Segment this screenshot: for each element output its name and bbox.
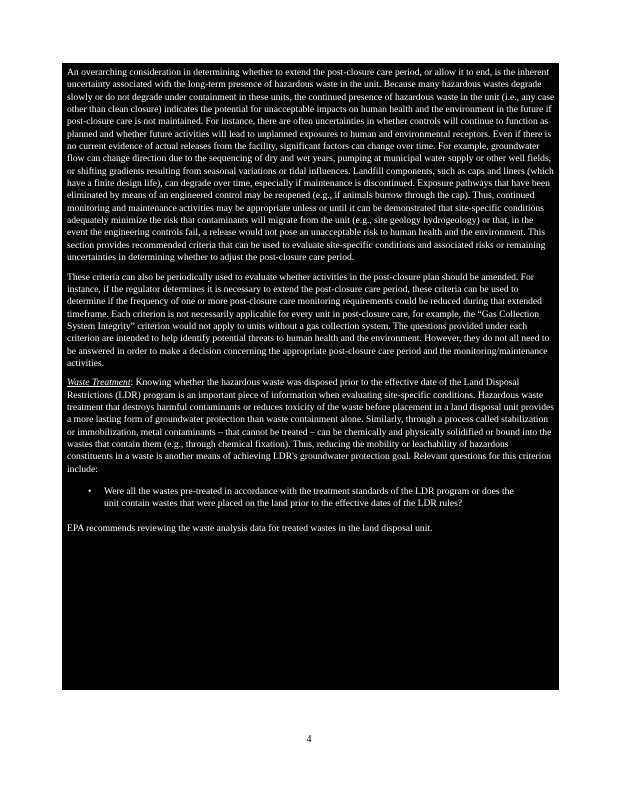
list-item-text: Were all the wastes pre-treated in accordance with the treatment standards of the LDR program or does the unit contain wastes that were placed on the land prior to the effective dates of the LDR rules? (104, 486, 514, 510)
page-number: 4 (306, 734, 312, 745)
bullet-icon: • (88, 486, 92, 497)
paragraph-recommendation: EPA recommends reviewing the waste analysis data for treated wastes in the land disposal unit. (67, 522, 433, 534)
redacted-text-block (62, 63, 559, 690)
waste-treatment-body: : Knowing whether the hazardous waste was disposed prior to the effective date of the Land Disposal Restrictions (LDR) program is an important piece of information when evaluating site-specific conditions. Hazardous waste treatment that destroys harmful contaminants or reduces toxicity of the waste before placement in a land disposal unit provides a more lasting form of groundwater protection than waste containment alone. Similarly, through a process called stabilization or immobilization, metal contaminants – that cannot be treated – can be chemically and physically solidified or bound into the wastes that contain them (e.g., through chemical fixation). Thus, reducing the mobility or leachability of hazardous constituents in a waste is another means of achieving LDR's groundwater protection goal. Relevant questions for this criterion include: (67, 377, 555, 475)
waste-treatment-heading: Waste Treatment (67, 377, 131, 389)
paragraph-post-closure-uncertainty: An overarching consideration in determining whether to extend the post-closure care period, or allow it to end, is the inherent uncertainty associated with the long-term presence of hazardous waste in the unit. Because many hazardous wastes degrade slowly or do not degrade under containment in these units, the continued presence of hazardous waste in the unit (i.e., any case other than clean closure) indicates the potential for unacceptable impacts on human health and the environment in the future if post-closure care is not maintained. For instance, there are often uncertainties in whether controls will continue to function as planned and whether future activities will lead to unplanned exposures to human and environmental receptors. Even if there is no current evidence of actual releases from the facility, significant factors can change over time. For example, groundwater flow can change direction due to the sequencing of dry and wet years, pumping at municipal water supply or other well fields, or shifting gradients resulting from seasonal variations or tidal influences. Landfill components, such as caps and liners (which have a finite design life), can degrade over time, especially if maintenance is discontinued. Exposure pathways that have been eliminated by means of an engineered control may be reopened (e.g., if animals burrow through the cap). Thus, continued monitoring and maintenance activities may be appropriate unless or until it can be demonstrated that site-specific conditions adequately minimize the risk that contaminants will migrate from the unit (e.g., site geology hydrogeology) or that, in the event the engineering controls fail, a release would not pose an unacceptable risk to human health and the environment. This section provides recommended criteria that can be used to evaluate site-specific conditions and associated risks or remaining uncertainties in determining whether to adjust the post-closure care period. (67, 67, 555, 264)
paragraph-criteria-usage: These criteria can also be periodically used to evaluate whether activities in the post-closure plan should be amended. For instance, if the regulator determines it is necessary to extend the post-closure care period, these criteria can be used to determine if the frequency of one or more post-closure care monitoring requirements could be reduced during that extended timeframe. Each criterion is not necessarily applicable for every unit in post-closure care, for example, the “Gas Collection System Integrity” criterion would not apply to units without a gas collection system. The questions provided under each criterion are intended to help identify potential threats to human health and the environment. However, they do not all need to be answered in order to make a decision concerning the appropriate post-closure care period and the monitoring/maintenance activities. (67, 271, 550, 369)
paragraph-waste-treatment (67, 377, 555, 476)
list-item (67, 486, 555, 511)
question-list (67, 486, 555, 511)
